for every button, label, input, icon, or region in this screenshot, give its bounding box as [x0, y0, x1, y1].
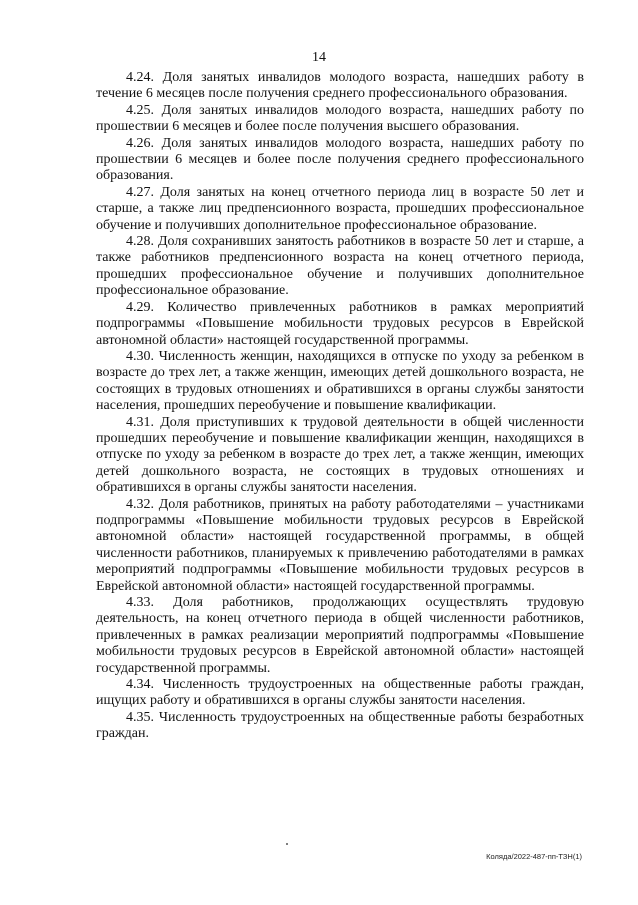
paragraph-4-32: 4.32. Доля работников, принятых на работу работодателями – участниками подпрограммы «Повышение мобильности трудовых ресурсов в Еврейской автономной области» настоящей государственной программы, в общей численности работников, планируемых к привлечению работодателями в рамках мероприятий подпрограммы «Повышение мобильности трудовых ресурсов в Еврейской автономной области» настоящей государственной программы.: [96, 496, 584, 594]
paragraph-4-33: 4.33. Доля работников, продолжающих осуществлять трудовую деятельность, на конец отчетного периода в общей численности работников, привлеченных в рамках реализации мероприятий подпрограммы «Повышение мобильности трудовых ресурсов в Еврейской автономной области» настоящей государственной программы.: [96, 595, 584, 676]
document-body: [96, 70, 584, 743]
scan-dot: [286, 843, 288, 845]
paragraph-4-31: 4.31. Доля приступивших к трудовой деятельности в общей численности прошедших переобучение и повышение квалификации женщин, находящихся в отпуске по уходу за ребенком в возрасте до трех лет, а также женщин, имеющих детей дошкольного возраста, не состоящих в трудовых отношениях и обратившихся в органы службы занятости населения.: [96, 414, 584, 496]
paragraph-4-27: 4.27. Доля занятых на конец отчетного периода лиц в возрасте 50 лет и старше, а также лиц предпенсионного возраста, прошедших профессиональное обучение и получивших дополнительное профессиональное образование.: [96, 184, 584, 233]
paragraph-4-35: 4.35. Численность трудоустроенных на общественные работы безработных граждан.: [96, 709, 584, 742]
paragraph-4-28: 4.28. Доля сохранивших занятость работников в возрасте 50 лет и старше, а также работников предпенсионного возраста на конец отчетного периода, прошедших профессиональное обучение и получивших дополнительное профессиональное образование.: [96, 234, 584, 299]
paragraph-4-30: 4.30. Численность женщин, находящихся в отпуске по уходу за ребенком в возрасте до трех лет, а также женщин, имеющих детей дошкольного возраста, не состоящих в трудовых отношениях и обратившихся в органы службы занятости населения, прошедших переобучение и повышение квалификации.: [96, 348, 584, 414]
page-number: 14: [312, 50, 326, 65]
paragraph-4-34: 4.34. Численность трудоустроенных на общественные работы граждан, ищущих работу и обратившихся в органы службы занятости населения.: [96, 677, 584, 709]
paragraph-4-24: 4.24. Доля занятых инвалидов молодого возраста, нашедших работу в течение 6 месяцев после получения среднего профессионального образования.: [96, 70, 584, 102]
paragraph-4-26: 4.26. Доля занятых инвалидов молодого возраста, нашедших работу по прошествии 6 месяцев и более после получения среднего профессионального образования.: [96, 135, 584, 184]
paragraph-4-25: 4.25. Доля занятых инвалидов молодого возраста, нашедших работу по прошествии 6 месяцев и более после получения высшего образования.: [96, 102, 584, 135]
document-code-footer: Коляда/2022-487-пп-ТЗН(1): [486, 852, 582, 861]
paragraph-4-29: 4.29. Количество привлеченных работников в рамках мероприятий подпрограммы «Повышение мобильности трудовых ресурсов в Еврейской автономной области» настоящей государственной программы.: [96, 299, 584, 348]
